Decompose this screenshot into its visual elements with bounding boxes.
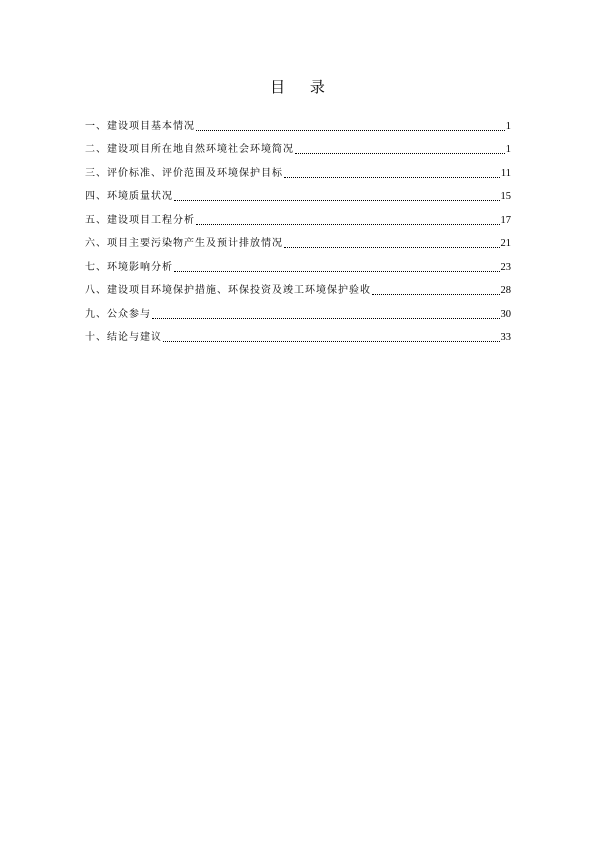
toc-entry-label: 六、项目主要污染物产生及预计排放情况	[85, 238, 283, 249]
toc-entry-label: 一、建设项目基本情况	[85, 120, 195, 132]
toc-entry-page: 33	[500, 332, 511, 343]
toc-entry[interactable]	[85, 134, 511, 158]
toc-entry-page: 1	[505, 120, 511, 132]
toc-entry-page: 1	[505, 144, 511, 155]
toc-entry-label: 九、公众参与	[85, 308, 151, 320]
toc-entry-page: 21	[500, 238, 511, 249]
toc-dot-leader	[372, 294, 500, 295]
toc-entry[interactable]	[85, 298, 511, 322]
toc-dot-leader	[174, 200, 500, 201]
toc-dot-leader	[284, 247, 500, 248]
toc-entry-page: 15	[500, 191, 511, 202]
toc-entry[interactable]	[85, 181, 511, 205]
toc-entry-label: 七、环境影响分析	[85, 261, 173, 273]
toc-entry-label: 五、建设项目工程分析	[85, 214, 195, 226]
toc-entry[interactable]	[85, 110, 511, 134]
toc-entry[interactable]	[85, 204, 511, 228]
toc-dot-leader	[174, 271, 500, 272]
toc-dot-leader	[196, 130, 505, 131]
toc-list	[85, 110, 511, 345]
toc-entry[interactable]	[85, 157, 511, 181]
toc-entry[interactable]	[85, 322, 511, 346]
toc-entry-page: 17	[500, 214, 511, 226]
toc-entry-label: 四、环境质量状况	[85, 191, 173, 202]
toc-entry-page: 11	[500, 167, 511, 179]
toc-dot-leader	[163, 341, 500, 342]
toc-entry-page: 28	[500, 285, 511, 296]
toc-entry[interactable]	[85, 251, 511, 275]
toc-title: 目 录	[270, 78, 335, 96]
toc-dot-leader	[152, 318, 500, 319]
toc-entry-page: 30	[500, 308, 511, 320]
toc-entry-label: 二、建设项目所在地自然环境社会环境简况	[85, 144, 294, 155]
toc-dot-leader	[295, 153, 505, 154]
toc-entry-label: 八、建设项目环境保护措施、环保投资及竣工环境保护验收	[85, 285, 371, 296]
toc-dot-leader	[196, 224, 500, 225]
toc-entry-page: 23	[500, 261, 511, 273]
toc-entry[interactable]	[85, 275, 511, 299]
toc-dot-leader	[284, 177, 500, 178]
toc-entry[interactable]	[85, 228, 511, 252]
toc-entry-label: 三、评价标准、评价范围及环境保护目标	[85, 167, 283, 179]
toc-entry-label: 十、结论与建议	[85, 332, 162, 343]
